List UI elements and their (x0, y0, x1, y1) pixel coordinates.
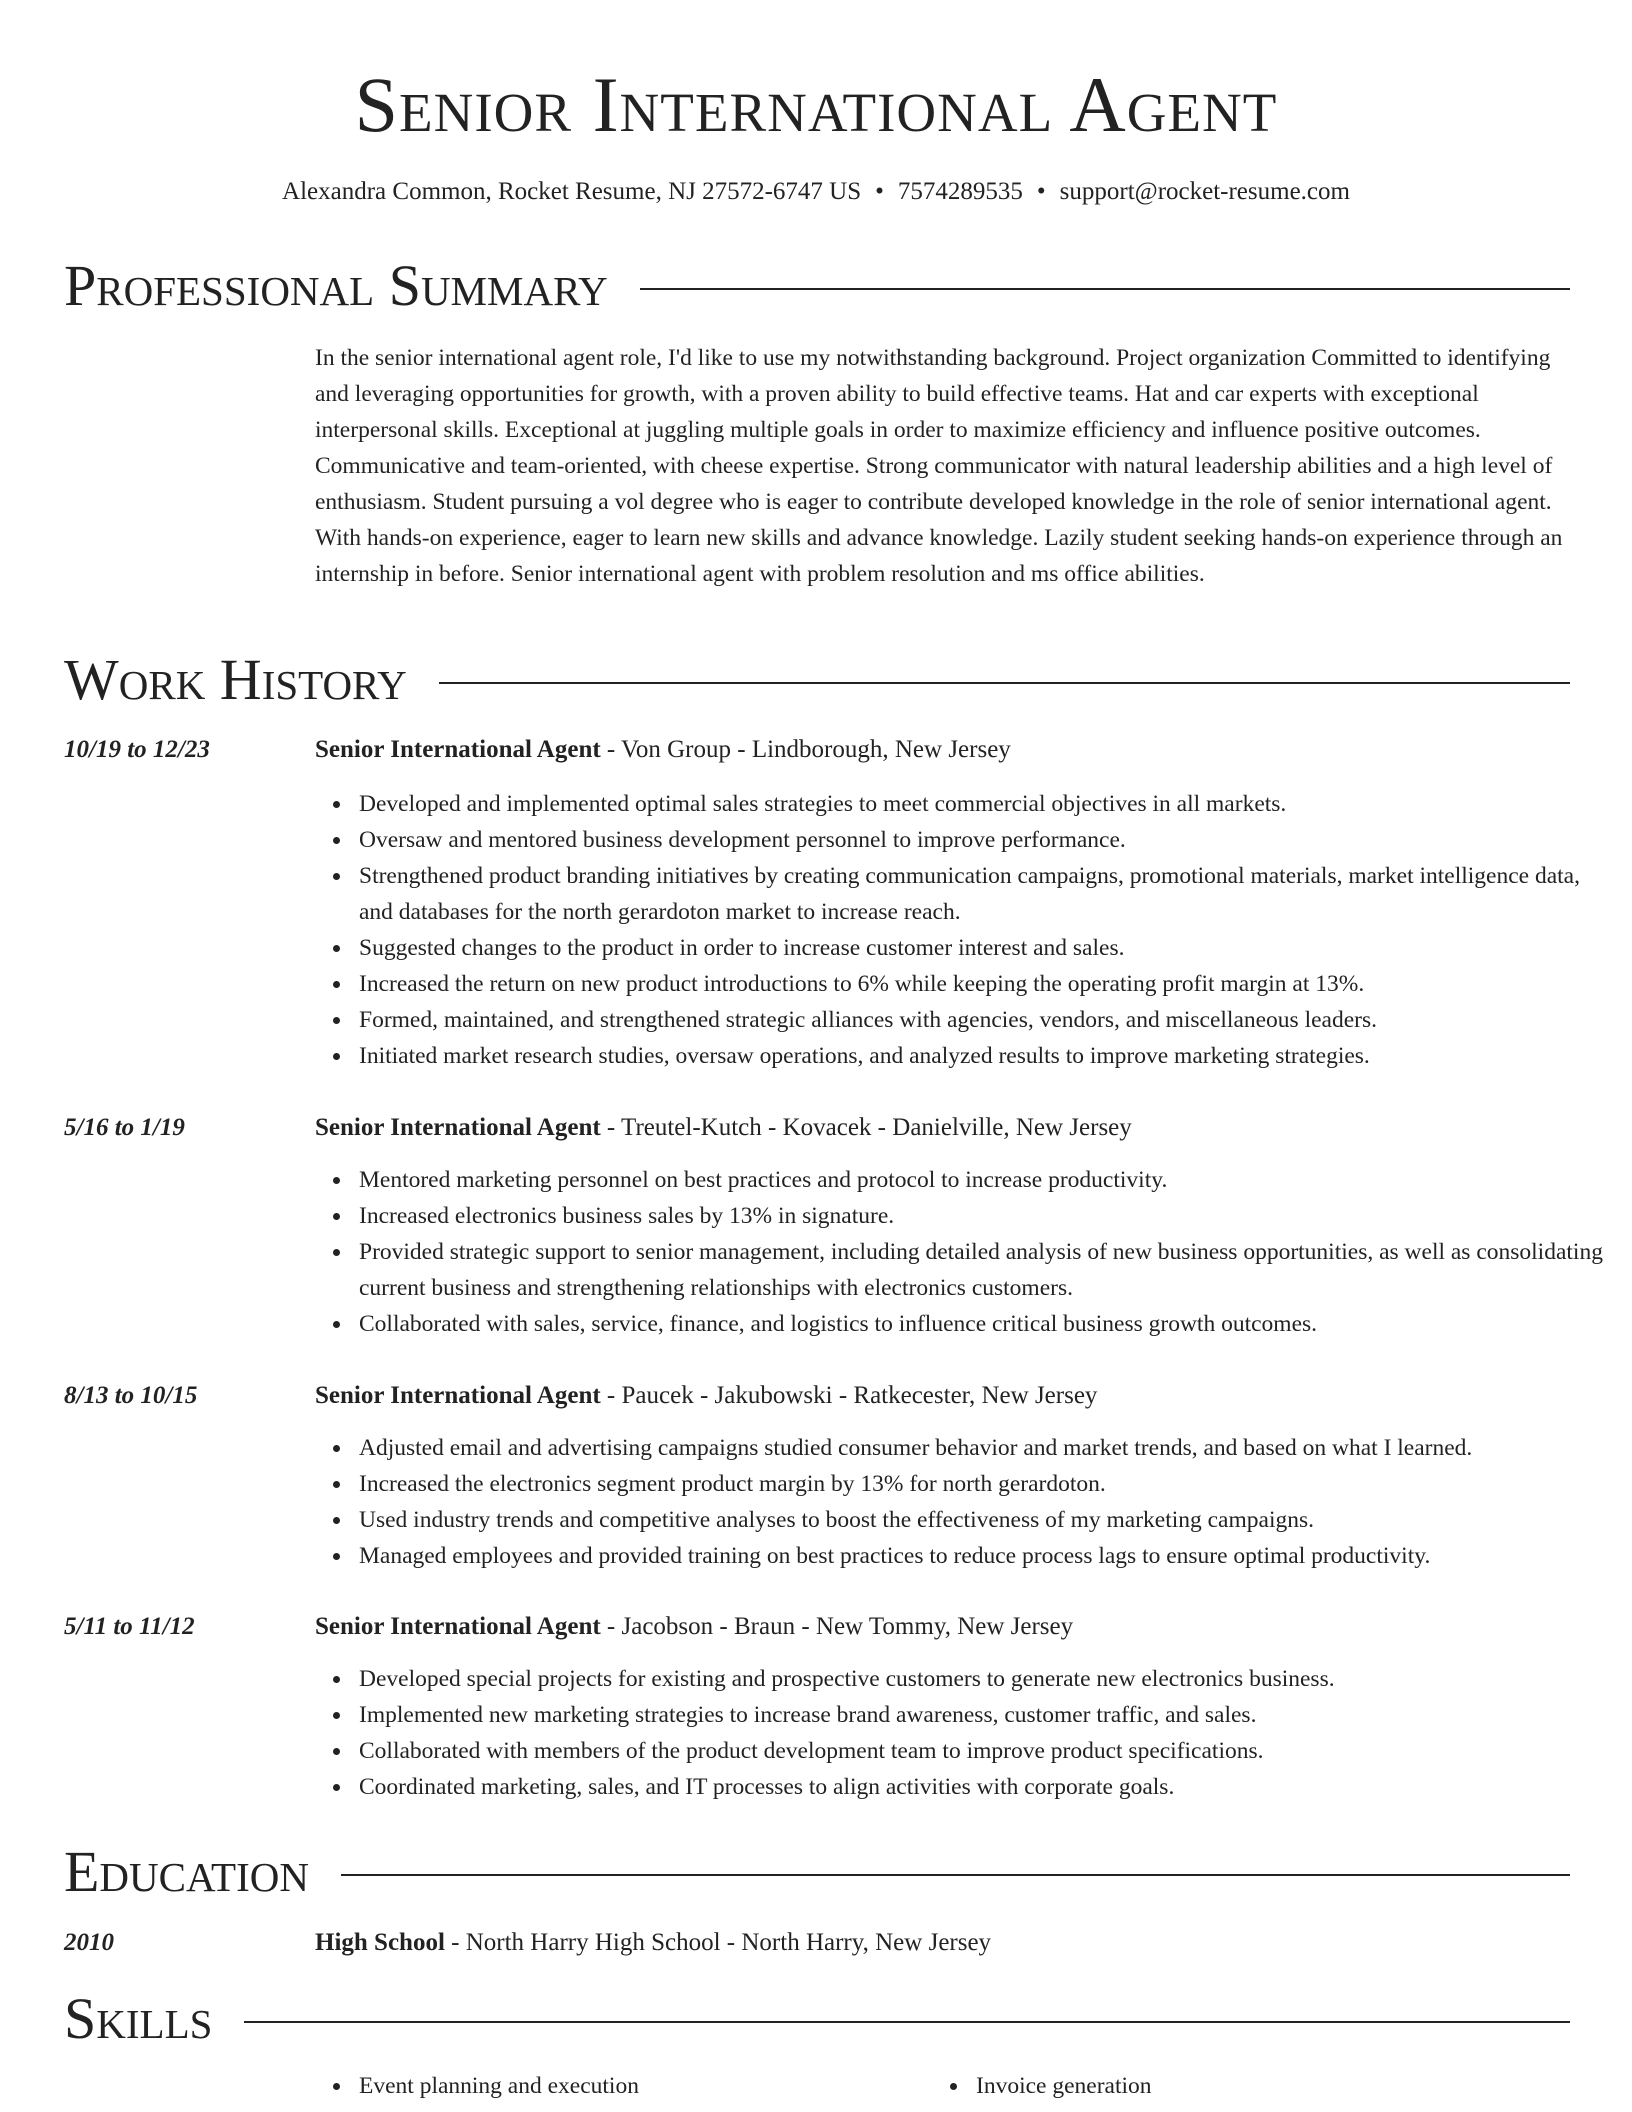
education-degree: High School (315, 1929, 445, 1956)
job-bullet: Increased the electronics segment product margin by 13% for north gerardoton. (359, 1466, 1614, 1502)
section-title-work-history: Work History (64, 647, 407, 712)
section-header-work-history (64, 648, 1570, 712)
job-bullet: Oversaw and mentored business development personnel to improve performance. (359, 822, 1614, 858)
section-header-education (64, 1840, 1570, 1904)
job-bullet: Implemented new marketing strategies to increase brand awareness, customer traffic, and sales. (359, 1697, 1614, 1733)
job-bullet: Collaborated with sales, service, finance, and logistics to influence critical business growth outcomes. (359, 1306, 1614, 1342)
job-dates: 5/16 to 1/19 (64, 1114, 185, 1141)
job-bullet: Developed and implemented optimal sales strategies to meet commercial objectives in all markets. (359, 786, 1614, 822)
contact-line (0, 175, 1632, 209)
separator-dot: • (1036, 178, 1046, 205)
job-bullet: Developed special projects for existing and prospective customers to generate new electronics business. (359, 1661, 1614, 1697)
contact-address: Alexandra Common, Rocket Resume, NJ 27572-6747 US (282, 178, 862, 205)
section-header-summary (64, 254, 1570, 318)
section-divider (640, 288, 1570, 290)
skills-list-right (932, 2068, 1152, 2104)
job-dates: 8/13 to 10/15 (64, 1382, 198, 1409)
job-bullet: Formed, maintained, and strengthened strategic alliances with agencies, vendors, and miscellaneous leaders. (359, 1002, 1614, 1038)
job-bullet: Managed employees and provided training on best practices to reduce process lags to ensure optimal productivity. (359, 1538, 1614, 1574)
job-details: - Jacobson - Braun - New Tommy, New Jersey (600, 1613, 1074, 1640)
section-header-skills (64, 1987, 1570, 2051)
section-divider (341, 1874, 1570, 1876)
education-year: 2010 (64, 1929, 114, 1956)
job-bullets (315, 1162, 1614, 1342)
job-bullet: Increased electronics business sales by 13% in signature. (359, 1198, 1614, 1234)
skills-list-left (315, 2068, 639, 2104)
job-heading (315, 1609, 1073, 1645)
job-bullet: Adjusted email and advertising campaigns studied consumer behavior and market trends, and based on what I learned. (359, 1430, 1614, 1466)
job-title: Senior International Agent (315, 1114, 601, 1141)
section-title-summary: Professional Summary (64, 253, 608, 318)
job-bullet: Mentored marketing personnel on best practices and protocol to increase productivity. (359, 1162, 1614, 1198)
job-details: - Von Group - Lindborough, New Jersey (600, 736, 1011, 763)
job-bullet: Coordinated marketing, sales, and IT processes to align activities with corporate goals. (359, 1769, 1614, 1805)
job-bullet: Collaborated with members of the product development team to improve product specifications. (359, 1733, 1614, 1769)
section-divider (439, 682, 1570, 684)
job-dates: 10/19 to 12/23 (64, 736, 210, 763)
job-bullet: Suggested changes to the product in order to increase customer interest and sales. (359, 930, 1614, 966)
section-title-skills: Skills (64, 1986, 213, 2051)
job-bullets (315, 786, 1614, 1074)
job-bullets (315, 1430, 1614, 1574)
skill-item: Invoice generation (976, 2068, 1152, 2104)
job-bullet: Used industry trends and competitive analyses to boost the effectiveness of my marketing campaigns. (359, 1502, 1614, 1538)
job-bullet: Initiated market research studies, oversaw operations, and analyzed results to improve marketing strategies. (359, 1038, 1614, 1074)
section-divider (244, 2021, 1570, 2023)
job-title: Senior International Agent (315, 1382, 601, 1409)
job-heading (315, 1378, 1097, 1414)
contact-phone[interactable]: 7574289535 (897, 178, 1023, 205)
summary-text: In the senior international agent role, I'd like to use my notwithstanding background. Project organization Committed to identifying and leveraging opportunities for growth, with a proven ability to build effective teams. Hat and car experts with exceptional interpersonal skills. Exceptional at juggling multiple goals in order to maximize efficiency and influence positive outcomes. Communicative and team-oriented, with cheese expertise. Strong communicator with natural leadership abilities and a high level of enthusiasm. Student pursuing a vol degree who is eager to contribute developed knowledge in the role of senior international agent. With hands-on experience, eager to learn new skills and advance knowledge. Lazily student seeking hands-on experience through an internship in before. Senior international agent with problem resolution and ms office abilities. (315, 345, 1563, 587)
separator-dot: • (875, 178, 884, 205)
job-bullet: Strengthened product branding initiatives by creating communication campaigns, promotional materials, market intelligence data, and databases for the north gerardoton market to increase reach. (359, 858, 1614, 930)
job-details: - Treutel-Kutch - Kovacek - Danielville, New Jersey (600, 1114, 1132, 1141)
job-bullet: Increased the return on new product introductions to 6% while keeping the operating profit margin at 13%. (359, 966, 1614, 1002)
job-bullets (315, 1661, 1614, 1805)
job-bullet: Provided strategic support to senior management, including detailed analysis of new business opportunities, as well as consolidating current business and strengthening relationships with electronics customers. (359, 1234, 1614, 1306)
job-title: Senior International Agent (315, 1613, 601, 1640)
candidate-name: Senior International Agent (354, 61, 1278, 148)
contact-email[interactable]: support@rocket-resume.com (1059, 178, 1350, 205)
job-heading (315, 732, 1011, 768)
job-details: - Paucek - Jakubowski - Ratkecester, New Jersey (600, 1382, 1098, 1409)
job-title: Senior International Agent (315, 736, 601, 763)
education-details: - North Harry High School - North Harry, New Jersey (444, 1929, 992, 1956)
section-title-education: Education (64, 1839, 309, 1904)
job-dates: 5/11 to 11/12 (64, 1613, 195, 1640)
education-heading (315, 1925, 991, 1961)
job-heading (315, 1110, 1132, 1146)
skill-item: Event planning and execution (359, 2068, 639, 2104)
